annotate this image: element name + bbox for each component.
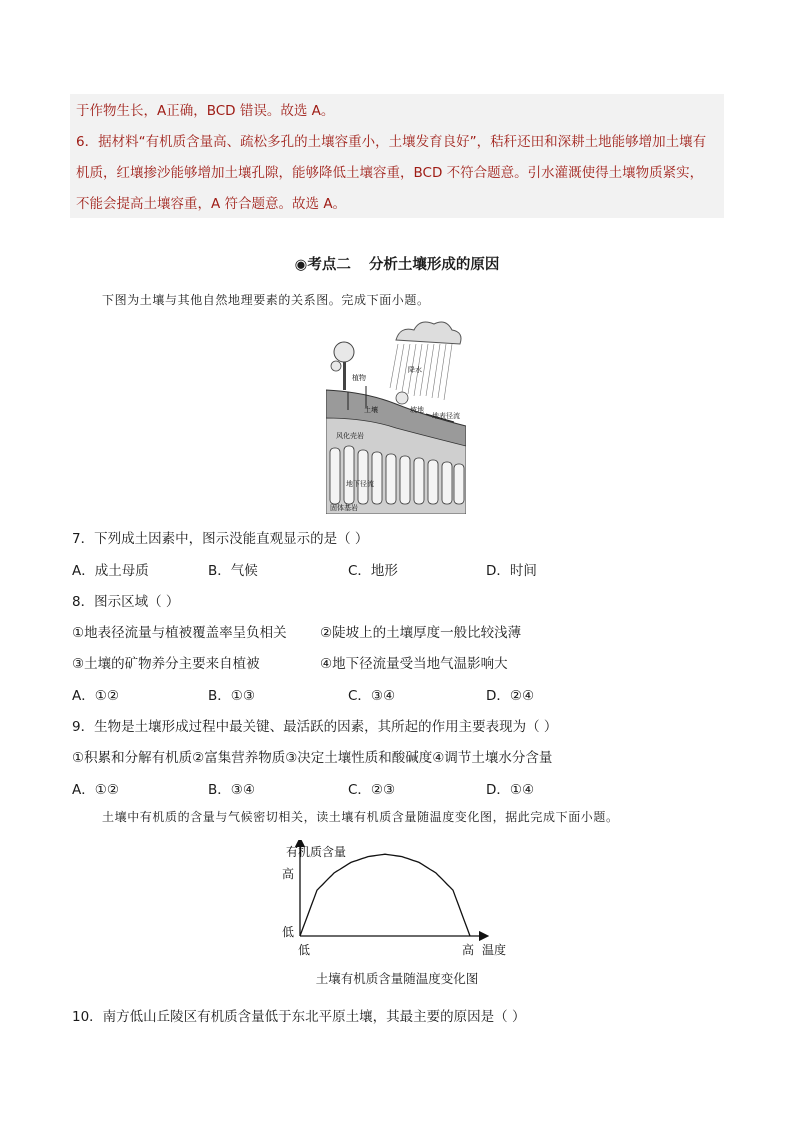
option-c[interactable]: C．地形 <box>348 563 398 579</box>
answer-line: 于作物生长，A正确，BCD 错误。故选 A。 <box>76 103 335 119</box>
chart-caption: 土壤有机质含量随温度变化图 <box>315 971 479 986</box>
question-9-stem: 9．生物是土壤形成过程中最关键、最活跃的因素，其所起的作用主要表现为（ ） <box>72 719 558 735</box>
option-c[interactable]: C．②③ <box>348 782 396 798</box>
label-weathering: 风化壳岩 <box>336 432 364 440</box>
option-a[interactable]: A．①② <box>72 688 119 704</box>
statement-1: ①地表径流量与植被覆盖率呈负相关 <box>72 625 287 641</box>
option-b[interactable]: B．③④ <box>208 782 255 798</box>
question-7-stem: 7．下列成土因素中，图示没能直观显示的是（ ） <box>72 531 369 547</box>
y-tick-low: 低 <box>282 925 295 939</box>
option-b[interactable]: B．气候 <box>208 563 258 579</box>
organic-matter-chart <box>270 840 520 970</box>
answer-line: 不能会提高土壤容重，A 符合题意。故选 A。 <box>76 196 347 212</box>
intro-text-2: 土壤中有机质的含量与气候密切相关，读土壤有机质含量随温度变化图，据此完成下面小题。 <box>102 810 619 824</box>
option-d[interactable]: D．②④ <box>486 688 535 704</box>
question-9-statements: ①积累和分解有机质②富集营养物质③决定土壤性质和酸碱度④调节土壤水分含量 <box>72 750 553 766</box>
section-title <box>0 253 794 274</box>
option-a[interactable]: A．①② <box>72 782 119 798</box>
statement-3: ③土壤的矿物养分主要来自植被 <box>72 656 260 672</box>
option-b[interactable]: B．①③ <box>208 688 255 704</box>
statement-2: ②陡坡上的土壤厚度一般比较浅薄 <box>320 625 522 641</box>
option-d[interactable]: D．时间 <box>486 563 537 579</box>
option-c[interactable]: C．③④ <box>348 688 396 704</box>
label-precipitation: 降水 <box>408 366 422 374</box>
soil-relationship-figure <box>326 318 466 514</box>
question-10-stem: 10．南方低山丘陵区有机质含量低于东北平原土壤，其最主要的原因是（ ） <box>72 1009 526 1025</box>
y-axis-label: 有机质含量 <box>286 845 347 859</box>
answer-line: 机质，红壤掺沙能够增加土壤孔隙，能够降低土壤容重，BCD 不符合题意。引水灌溉使得土壤物质紧实， <box>76 165 704 181</box>
section-marker: ◉考点二 <box>294 257 351 273</box>
option-a[interactable]: A．成土母质 <box>72 563 149 579</box>
label-ground-runoff: 地下径流 <box>346 480 374 488</box>
option-d[interactable]: D．①④ <box>486 782 535 798</box>
answer-line: 6．据材料“有机质含量高、疏松多孔的土壤容重小，土壤发育良好”，秸秆还田和深耕土地能够增加土壤有 <box>76 134 707 150</box>
statement-4: ④地下径流量受当地气温影响大 <box>320 656 508 672</box>
label-slope: 坡地 <box>410 406 424 414</box>
label-bedrock: 固体基岩 <box>330 504 358 512</box>
label-soil: 土壤 <box>364 406 378 414</box>
x-tick-low: 低 <box>298 943 311 957</box>
organic-matter-curve <box>300 854 470 936</box>
intro-text-1: 下图为土壤与其他自然地理要素的关系图。完成下面小题。 <box>102 293 430 307</box>
x-tick-high: 高 <box>462 943 475 957</box>
y-tick-high: 高 <box>282 867 295 881</box>
question-8-stem: 8．图示区域（ ） <box>72 594 180 610</box>
section-name: 分析土壤形成的原因 <box>368 257 500 273</box>
label-plant: 植物 <box>352 374 366 382</box>
answer-explanation-box <box>70 94 724 218</box>
x-axis-label: 温度 <box>482 943 507 957</box>
label-surface-runoff: 地表径流 <box>432 412 460 420</box>
